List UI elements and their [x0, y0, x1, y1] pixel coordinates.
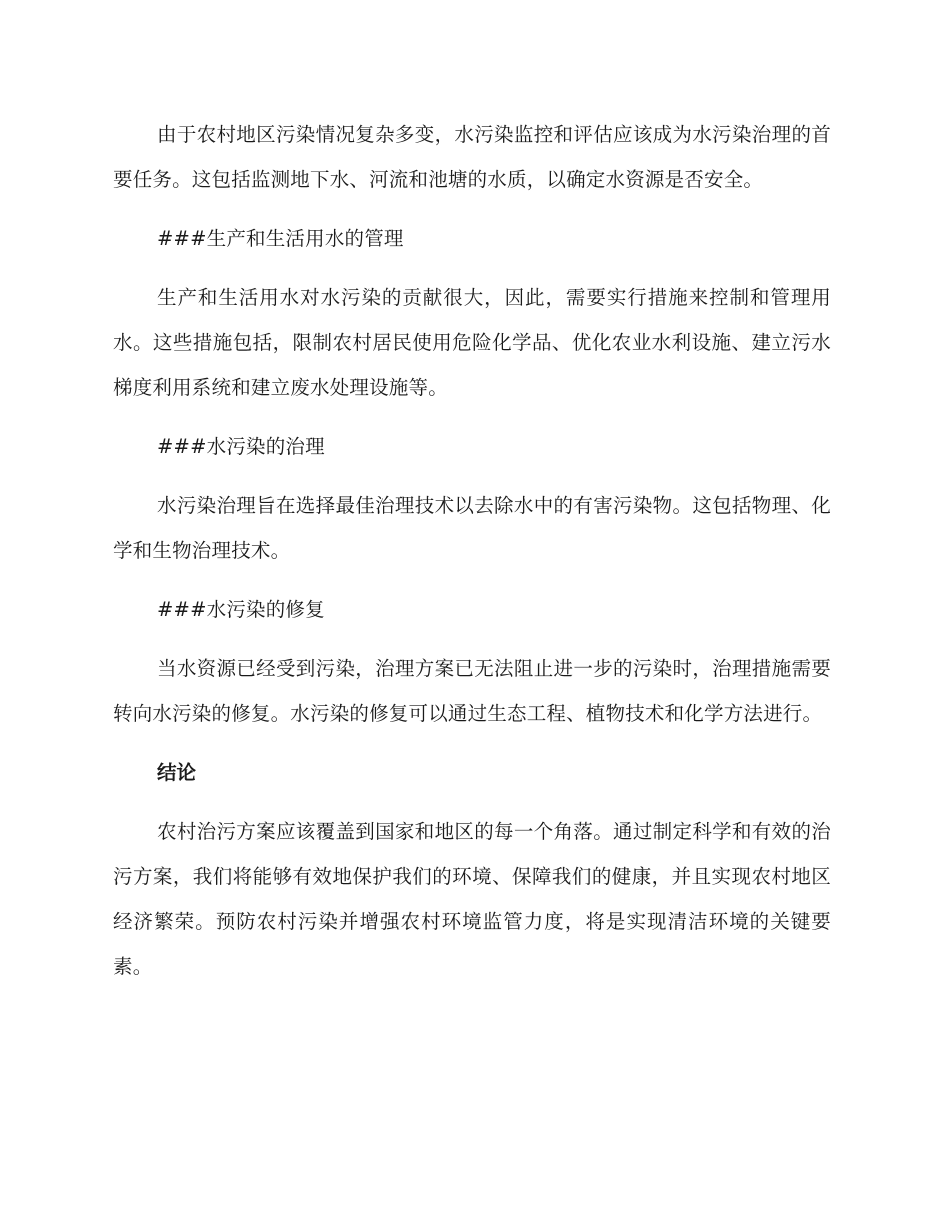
document-page [113, 112, 831, 1003]
paragraph-conclusion: 农村治污方案应该覆盖到国家和地区的每一个角落。通过制定科学和有效的治污方案，我们将能够有效地保护我们的环境、保障我们的健康，并且实现农村地区经济繁荣。预防农村污染并增强农村环境监管力度，将是实现清洁环境的关键要素。 [113, 820, 831, 978]
heading-conclusion: 结论 [157, 761, 197, 784]
subheading-pollution-treatment: ###水污染的治理 [157, 435, 325, 458]
paragraph-water-monitoring: 由于农村地区污染情况复杂多变，水污染监控和评估应该成为水污染治理的首要任务。这包括监测地下水、河流和池塘的水质，以确定水资源是否安全。 [113, 123, 831, 191]
subheading-water-use-management: ###生产和生活用水的管理 [157, 227, 404, 250]
subheading-pollution-remediation: ###水污染的修复 [157, 598, 325, 621]
paragraph-pollution-remediation: 当水资源已经受到污染，治理方案已无法阻止进一步的污染时，治理措施需要转向水污染的修复。水污染的修复可以通过生态工程、植物技术和化学方法进行。 [113, 657, 831, 725]
paragraph-water-use-management: 生产和生活用水对水污染的贡献很大，因此，需要实行措施来控制和管理用水。这些措施包括，限制农村居民使用危险化学品、优化农业水利设施、建立污水梯度利用系统和建立废水处理设施等。 [113, 286, 831, 399]
paragraph-pollution-treatment: 水污染治理旨在选择最佳治理技术以去除水中的有害污染物。这包括物理、化学和生物治理技术。 [113, 494, 831, 562]
